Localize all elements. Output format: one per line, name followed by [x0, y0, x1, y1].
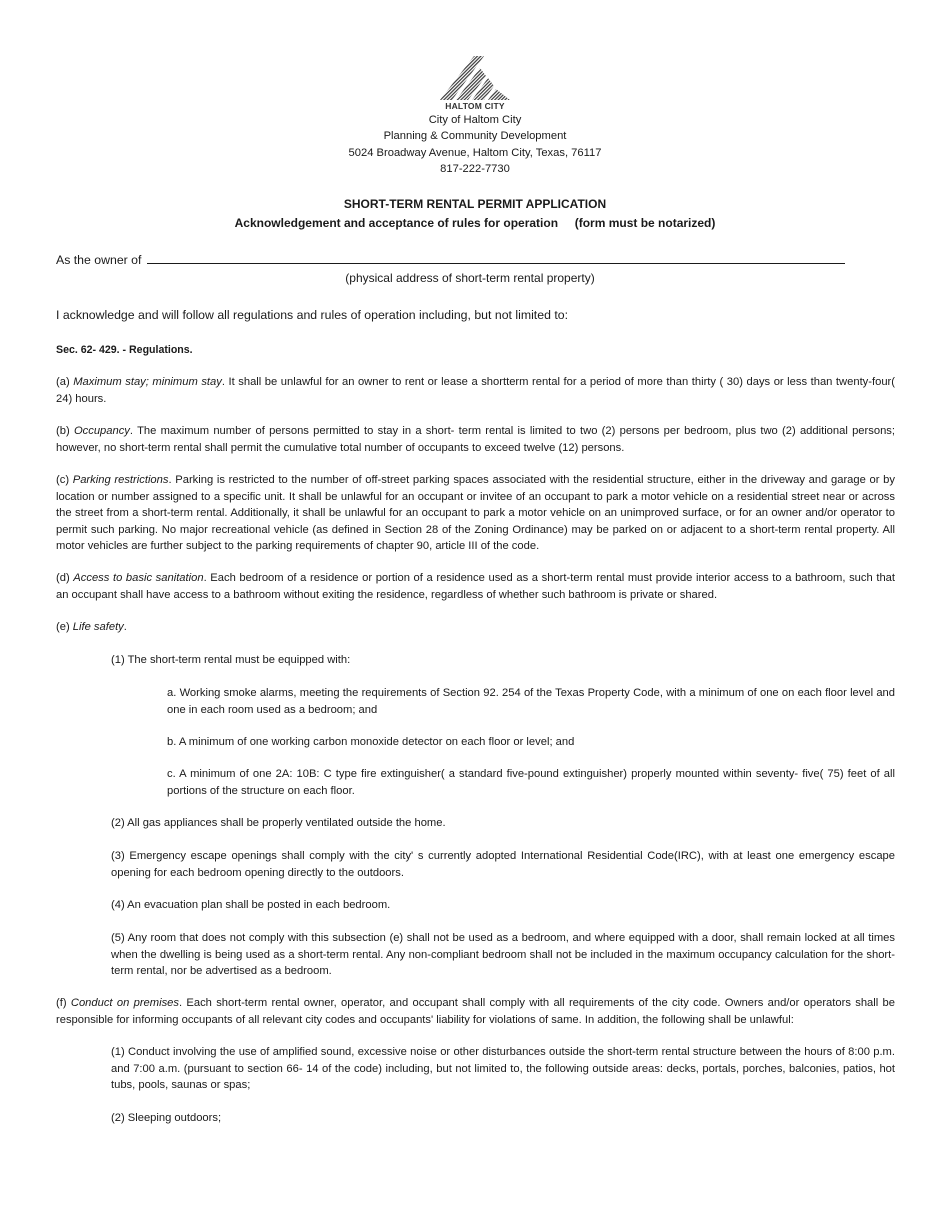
regulation-a-label: (a): [56, 376, 74, 388]
logo-text: HALTOM CITY: [445, 101, 505, 111]
logo-mark-icon: [438, 54, 512, 102]
regulation-c: [56, 472, 895, 555]
regulation-e3: (3) Emergency escape openings shall comply with the city' s currently adopted International Residential Code(IRC), with at least one emergency escape opening for each bedroom opening directly to the outdoors.: [111, 850, 895, 879]
department-name: Planning & Community Development: [383, 130, 567, 142]
regulation-a: [56, 374, 895, 407]
city-address: 5024 Broadway Avenue, Haltom City, Texas, 76117: [348, 147, 602, 159]
haltom-city-logo: [438, 54, 512, 114]
section-heading: Sec. 62- 429. - Regulations.: [56, 344, 193, 356]
regulation-e5: (5) Any room that does not comply with this subsection (e) shall not be used as a bedroom, and where equipped with a door, shall remain locked at all times when the dwelling is being used as a short-term rental. Any non-compliant bedroom shall not be included in the maximum occupancy calculation for the short-term rental, nor be advertised as a bedroom.: [111, 932, 895, 977]
regulation-e4: (4) An evacuation plan shall be posted in each bedroom.: [111, 899, 391, 911]
regulation-f-text: . Each short-term rental owner, operator, and occupant shall comply with all requirements of the city code. Owners and/or operators shall be responsible for informing occupants of all relevant city codes and occupants' liability for violations of same. In addition, the following shall be unlawful:: [56, 997, 895, 1026]
regulation-f2: (2) Sleeping outdoors;: [111, 1112, 222, 1124]
regulation-d-text: . Each bedroom of a residence or portion of a residence used as a short-term rental must provide interior access to a bathroom, such that an occupant shall have access to a bathroom without exiting the residence, regardless of whether such bathroom is private or shared.: [56, 572, 895, 601]
regulation-c-label: (c): [56, 474, 73, 486]
regulation-b-text: . The maximum number of persons permitted to stay in a short- term rental is limited to two (2) persons per bedroom, plus two (2) additional persons; however, no short-term rental shall permit the cumulative total number of occupants to exceed twelve (12) persons.: [56, 425, 895, 454]
regulation-e-label: (e): [56, 621, 73, 633]
regulation-b: [56, 423, 895, 456]
regulation-b-title: Occupancy: [73, 425, 130, 437]
regulation-e1b: b. A minimum of one working carbon monoxide detector on each floor or level; and: [167, 736, 575, 748]
regulation-b-label: (b): [56, 425, 74, 437]
regulation-f: [56, 995, 895, 1028]
regulation-a-text: . It shall be unlawful for an owner to rent or lease a shortterm rental for a period of more than thirty ( 30) days or less than twenty-four( 24) hours.: [56, 376, 895, 405]
regulation-d-title: Access to basic sanitation: [73, 572, 204, 584]
city-name: City of Haltom City: [428, 114, 522, 126]
regulation-c-title: Parking restrictions: [72, 474, 169, 486]
regulation-e-title: Life safety: [72, 621, 124, 633]
regulation-e2: (2) All gas appliances shall be properly ventilated outside the home.: [111, 817, 446, 829]
regulation-f-label: (f): [56, 997, 71, 1009]
regulation-e-text: .: [123, 621, 127, 633]
regulation-d-label: (d): [56, 572, 74, 584]
property-address-blank[interactable]: [147, 252, 845, 264]
regulation-e1c: c. A minimum of one 2A: 10B: C type fire extinguisher( a standard five-pound extinguisher) properly mounted within seventy- five( 75) feet of all portions of the structure on each floor.: [167, 768, 895, 797]
acknowledgement-statement: I acknowledge and will follow all regulations and rules of operation including, but not limited to:: [56, 308, 568, 322]
regulation-f-title: Conduct on premises: [70, 997, 179, 1009]
regulation-e1: (1) The short-term rental must be equipped with:: [111, 654, 351, 666]
regulation-e: [56, 619, 895, 636]
form-title: SHORT-TERM RENTAL PERMIT APPLICATION: [343, 197, 607, 211]
regulation-c-text: . Parking is restricted to the number of off-street parking spaces associated with the residential structure, either in the driveway and garage or by location or number assigned to a specific unit. It shall be unlawful for an occupant or invitee of an occupant to park a motor vehicle on a residential street near or across the street from a short-term rental. Additionally, it shall be unlawful for an occupant to park a motor vehicle on an unimproved surface, or for an owner and/or operator to permit such parking. No major recreational vehicle (as defined in Section 28 of the Zoning Ordinance) may be parked on or adjacent to a short-term rental property. All motor vehicles are further subject to the parking requirements of chapter 90, article III of the code.: [56, 474, 895, 552]
owner-address-row: [56, 252, 856, 269]
regulation-f1: (1) Conduct involving the use of amplified sound, excessive noise or other disturbances outside the short-term rental structure between the hours of 8:00 p.m. and 7:00 a.m. (pursuant to section 66- 14 of the code) including, but not limited to, the following outside areas: decks, portals, porches, balconies, patios, hot tubs, pools, saunas or spas;: [111, 1046, 895, 1091]
regulation-e1a: a. Working smoke alarms, meeting the requirements of Section 92. 254 of the Texas Property Code, with a minimum of one on each floor level and one in each room used as a bedroom; and: [167, 687, 895, 716]
address-caption: (physical address of short-term rental property): [345, 271, 595, 285]
regulation-a-title: Maximum stay; minimum stay: [73, 376, 222, 388]
city-phone: 817-222-7730: [440, 163, 510, 175]
owner-prefix-label: As the owner of: [56, 253, 142, 267]
regulation-d: [56, 570, 895, 603]
form-subtitle: Acknowledgement and acceptance of rules for operation (form must be notarized): [234, 216, 716, 230]
